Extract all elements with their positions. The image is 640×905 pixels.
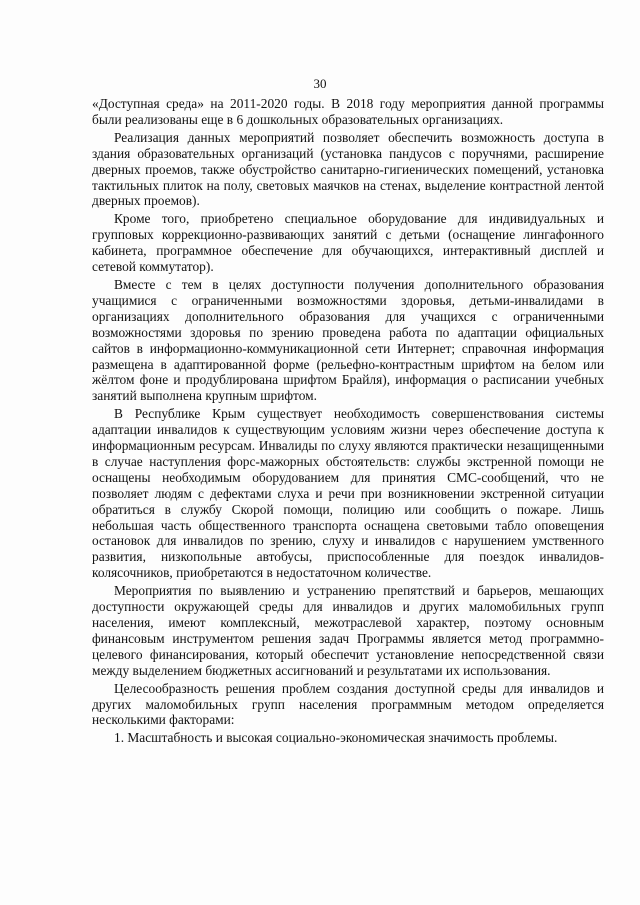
- paragraph-6: Мероприятия по выявлению и устранению препятствий и барьеров, мешающих доступности окружающей среды для инвалидов и других маломобильных групп населения, имеют комплексный, межотраслевой характер, поэтому основным финансовым инструментом решения задач Программы является метод программно-целевого финансирования, который обеспечит установление непосредственной связи между выделением бюджетных ассигнований и результатами их использования.: [92, 583, 604, 678]
- paragraph-4: Вместе с тем в целях доступности получения дополнительного образования учащимися с ограниченными возможностями здоровья, детьми-инвалидами в организациях дополнительного образования для учащихся с ограниченными возможностями здоровья по зрению проведена работа по адаптации официальных сайтов в информационно-коммуникационной сети Интернет; справочная информация размещена в адаптированной форме (рельефно-контрастным шрифтом на белом или жёлтом фоне и продублирована шрифтом Брайля), информация о расписании учебных занятий выполнена крупным шрифтом.: [92, 276, 604, 404]
- paragraph-5: В Республике Крым существует необходимость совершенствования системы адаптации инвалидов к существующим условиям жизни через обеспечение доступа к информационным ресурсам. Инвалиды по слуху являются практически незащищенными в случае наступления форс-мажорных обстоятельств: службы экстренной помощи не оснащены необходимым оборудованием для принятия СМС-сообщений, что не позволяет людям с дефектами слуха и речи при возникновении экстренной ситуации обратиться в службу Скорой помощи, полицию или сообщить о пожаре. Лишь небольшая часть общественного транспорта оснащена световыми табло оповещения остановок для инвалидов по зрению, слуху и инвалидов с нарушением умственного развития, низкопольные автобусы, приспособленные для поездок инвалидов-колясочников, приобретаются в недостаточном количестве.: [92, 406, 604, 581]
- paragraph-1: «Доступная среда» на 2011-2020 годы. В 2018 году мероприятия данной программы были реализованы еще в 6 дошкольных образовательных организациях.: [92, 96, 604, 127]
- paragraph-8: 1. Масштабность и высокая социально-экономическая значимость проблемы.: [114, 730, 558, 746]
- page-number: 30: [313, 76, 327, 91]
- paragraph-3: Кроме того, приобретено специальное оборудование для индивидуальных и групповых коррекционно-развивающих занятий с детьми (оснащение лингафонного кабинета, программное обеспечение для обучающихся, интерактивный дисплей и сетевой коммутатор).: [92, 211, 604, 275]
- paragraph-2: Реализация данных мероприятий позволяет обеспечить возможность доступа в здания образовательных организаций (установка пандусов с поручнями, расширение дверных проемов, также обустройство санитарно-гигиенических помещений, установка тактильных плиток на полу, световых маячков на стенах, выделение контрастной лентой дверных проемов).: [92, 129, 604, 209]
- paragraph-7: Целесообразность решения проблем создания доступной среды для инвалидов и других маломобильных групп населения программным методом определяется несколькими факторами:: [92, 680, 604, 728]
- document-body: [92, 96, 604, 748]
